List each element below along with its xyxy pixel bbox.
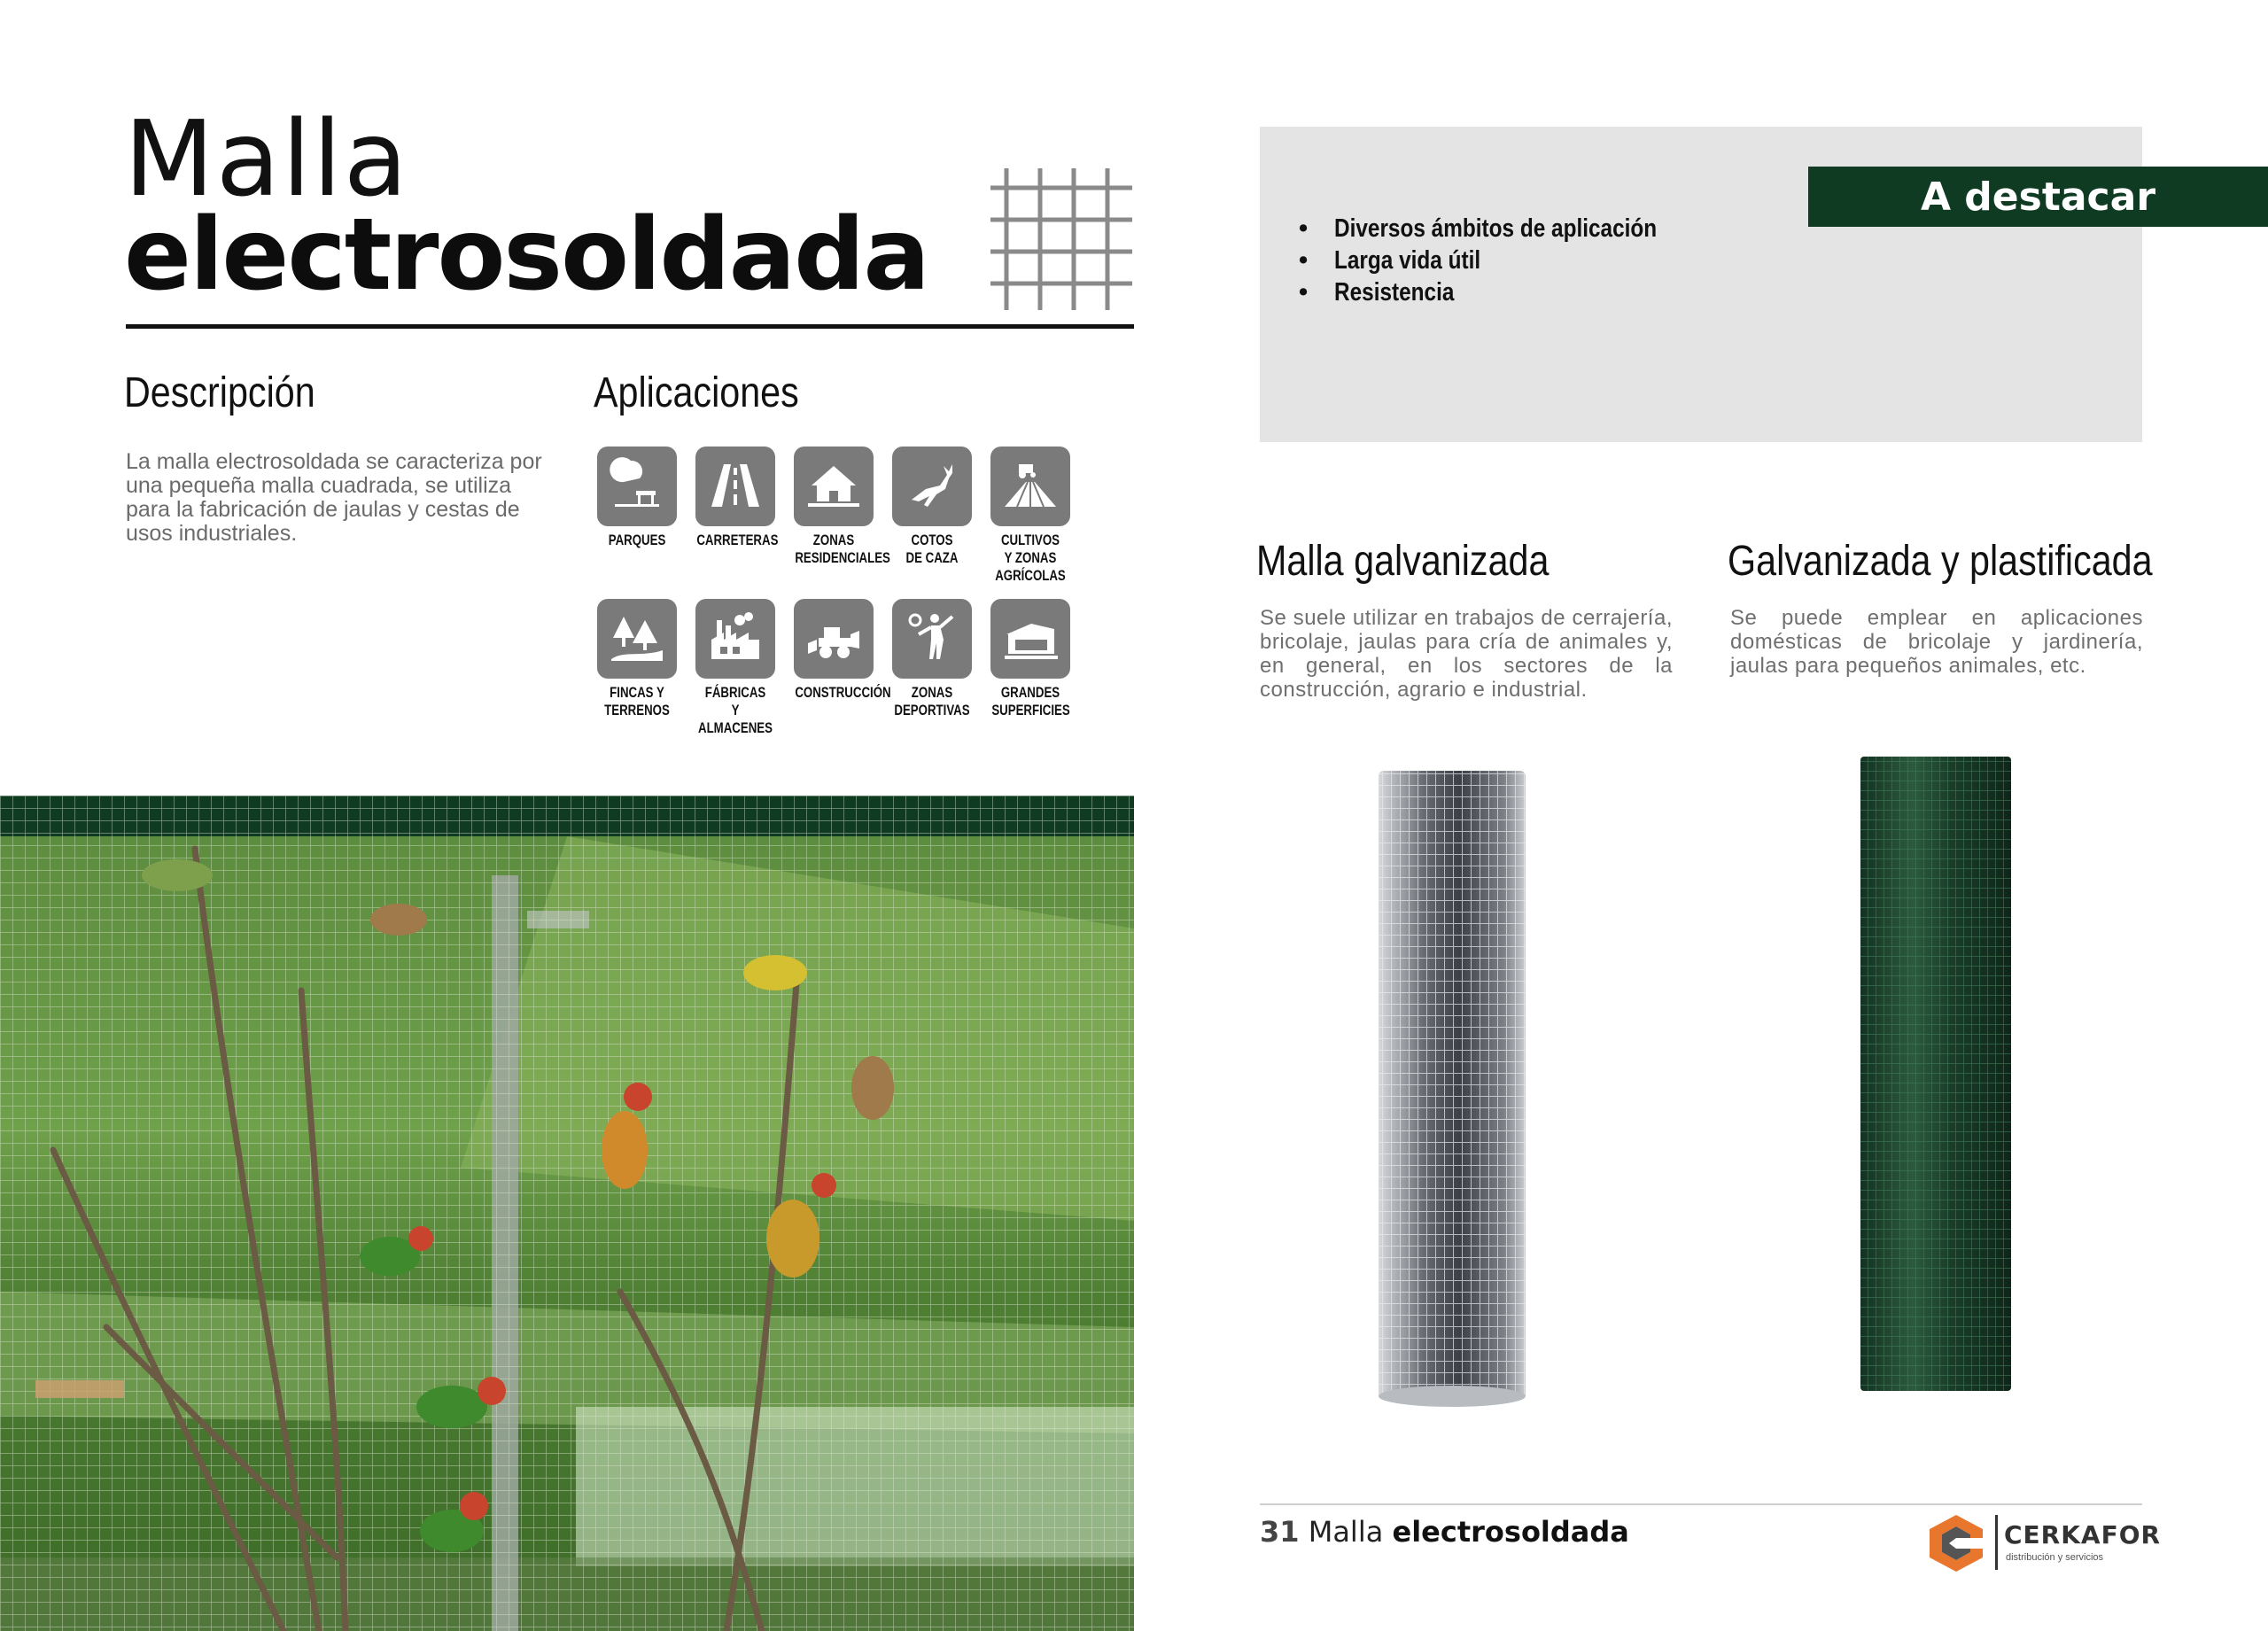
application-label: FÁBRICAS Y ALMACENES [698,684,773,736]
application-label: ZONAS RESIDENCIALES [795,532,890,566]
application-label: CONSTRUCCIÓN [795,684,891,701]
bulldozer-icon [794,599,874,679]
park-icon [597,447,677,526]
application-label: CARRETERAS [696,532,779,548]
application-item [784,447,890,567]
application-item [882,447,982,567]
galvanized-mesh-roll-image [1364,762,1542,1409]
title-line-2: electrosoldada [124,198,928,313]
title-divider [126,324,1134,329]
trees-icon [597,599,677,679]
product-1-text: Se suele utilizar en trabajos de cerrajería, bricolaje, jaulas para cría de animales y, en general, en los sectores de la construcción, agrario e industrial. [1260,606,1673,702]
mesh-grid-icon [990,168,1132,310]
factory-icon [695,599,775,679]
brand-name: CERKAFOR [2004,1520,2162,1549]
product-2-text: Se puede emplear en aplicaciones domésticas de bricolaje y jardinería, jaulas para pequeños animales, etc. [1730,606,2143,678]
application-item [686,447,785,549]
application-item [784,599,891,702]
application-item [981,599,1080,719]
aviary-birds-photo [0,796,1134,1631]
road-icon [695,447,775,526]
application-item [981,447,1080,585]
application-item [882,599,982,719]
brand-tagline: distribución y servicios [2006,1552,2104,1563]
cerkafor-logo [1924,1511,2162,1575]
application-label: COTOS DE CAZA [905,532,959,566]
highlight-item: • Resistencia [1299,278,1455,307]
footer-title-light: Malla [1308,1515,1384,1549]
description-heading: Descripción [124,369,315,416]
application-label: CULTIVOS Y ZONAS AGRÍCOLAS [995,532,1066,584]
application-label: PARQUES [608,532,666,548]
highlights-tag: A destacar [1808,167,2268,227]
application-item [587,447,687,549]
plastified-mesh-roll-image [1852,751,2020,1398]
tractor-field-icon [990,447,1070,526]
highlight-item: • Larga vida útil [1299,246,1481,275]
footer-divider [1260,1503,2142,1505]
application-label: FINCAS Y TERRENOS [604,684,670,718]
logo-separator [1995,1515,1998,1570]
product-2-title: Galvanizada y plastificada [1728,538,2153,585]
description-text: La malla electrosoldada se caracteriza por una pequeña malla cuadrada, se utiliza para la fabricación de jaulas y cestas de usos industriales. [126,449,542,546]
building-icon [990,599,1070,679]
application-label: ZONAS DEPORTIVAS [894,684,970,718]
title-line-1: Malla [124,97,409,220]
house-icon [794,447,874,526]
cerkafor-logo-icon [1924,1511,1988,1575]
application-item [686,599,785,737]
deer-icon [892,447,972,526]
footer-title [1260,1515,1629,1549]
highlight-item: • Diversos ámbitos de aplicación [1299,214,1658,243]
applications-heading: Aplicaciones [594,369,799,416]
footer-title-bold: electrosoldada [1392,1515,1629,1549]
application-item [587,599,687,719]
application-label: GRANDES SUPERFICIES [991,684,1070,718]
page-number: 31 [1260,1515,1300,1549]
sports-icon [892,599,972,679]
highlights-list [1299,213,1719,308]
product-1-title: Malla galvanizada [1256,538,1550,585]
